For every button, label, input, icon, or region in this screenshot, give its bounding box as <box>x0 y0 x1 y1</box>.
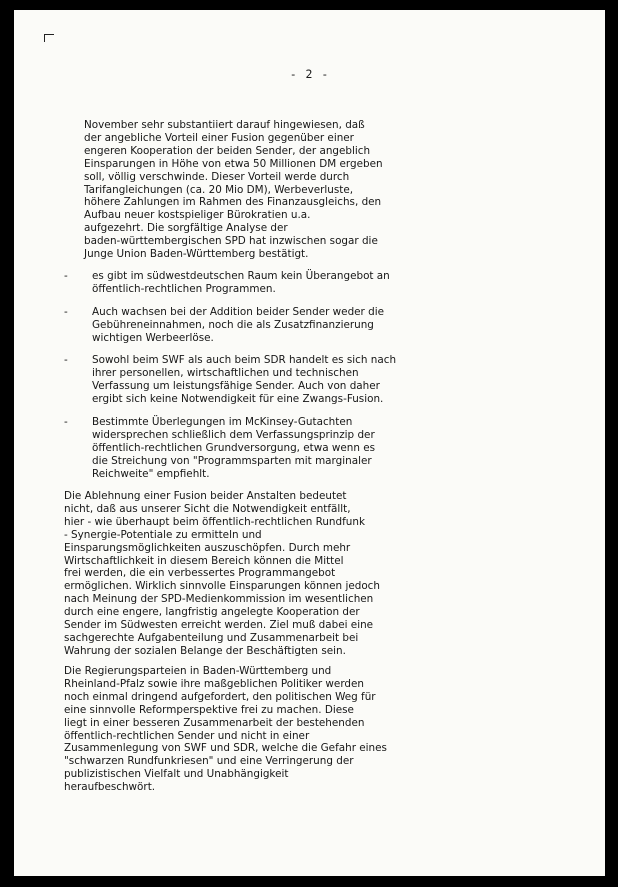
bullet-text: Auch wachsen bei der Addition beider Sender weder die Gebühreneinnahmen, noch die als Zusatzfinanzierung wichtigen Werbeerlöse. <box>92 306 385 344</box>
document-page <box>14 10 605 876</box>
bullet-dash: - <box>64 354 68 366</box>
bullet-text: es gibt im südwestdeutschen Raum kein Überangebot an öffentlich-rechtlichen Programmen. <box>92 270 390 295</box>
body-paragraph: Die Regierungsparteien in Baden-Württemberg und Rheinland-Pfalz sowie ihre maßgeblichen Politiker werden noch einmal dringend aufgefordert, den politischen Weg für eine sinnvolle Reformperspektive frei zu machen. Diese liegt in einer besseren Zusammenarbeit der bestehenden öffentlich-rechtlichen Sender und nicht in einer Zusammenlegung von SWF und SDR, welche die Gefahr eines "schwarzen Rundfunkriesen" und eine Verringerung der publizistischen Vielfalt und Unabhängigkeit heraufbeschwört. <box>64 665 387 794</box>
page-number: - 2 - <box>289 67 330 81</box>
bullet-text: Bestimmte Überlegungen im McKinsey-Gutachten widersprechen schließlich dem Verfassungsprinzip der öffentlich-rechtlichen Grundversorgung, etwa wenn es die Streichung von "Programmsparten mit marginaler Reichweite" empfiehlt. <box>92 416 376 480</box>
corner-crop-mark <box>44 34 54 42</box>
bullet-dash: - <box>64 270 68 282</box>
intro-paragraph: November sehr substantiiert darauf hingewiesen, daß der angebliche Vorteil einer Fusion gegenüber einer engeren Kooperation der beiden Sender, der angeblich Einsparungen in Höhe von etwa 50 Millionen DM ergeben soll, völlig verschwinde. Dieser Vorteil werde durch Tarifangleichungen (ca. 20 Mio DM), Werbeverluste, höhere Zahlungen im Rahmen des Finanzausgleichs, den Aufbau neuer kostspieliger Bürokratien u.a. aufgezehrt. Die sorgfältige Analyse der baden-württembergischen SPD hat inzwischen sogar die Junge Union Baden-Württemberg bestätigt. <box>84 119 383 261</box>
bullet-dash: - <box>64 306 68 318</box>
bullet-text: Sowohl beim SWF als auch beim SDR handelt es sich nach ihrer personellen, wirtschaftlichen und technischen Verfassung um leistungsfähige Sender. Auch von daher ergibt sich keine Notwendigkeit für eine Zwangs-Fusion. <box>92 354 397 405</box>
body-paragraph: Die Ablehnung einer Fusion beider Anstalten bedeutet nicht, daß aus unserer Sicht die Notwendigkeit entfällt, hier - wie überhaupt beim öffentlich-rechtlichen Rundfunk - Synergie-Potentiale zu ermitteln und Einsparungsmöglichkeiten auszuschöpfen. Durch mehr Wirtschaftlichkeit in diesem Bereich können die Mittel frei werden, die ein verbessertes Programmangebot ermöglichen. Wirklich sinnvolle Einsparungen können jedoch nach Meinung der SPD-Medienkommission im wesentlichen durch eine engere, langfristig angelegte Kooperation der Sender im Südwesten erreicht werden. Ziel muß dabei eine sachgerechte Aufgabenteilung und Zusammenarbeit bei Wahrung der sozialen Belange der Beschäftigten sein. <box>64 490 380 657</box>
bullet-dash: - <box>64 416 68 428</box>
